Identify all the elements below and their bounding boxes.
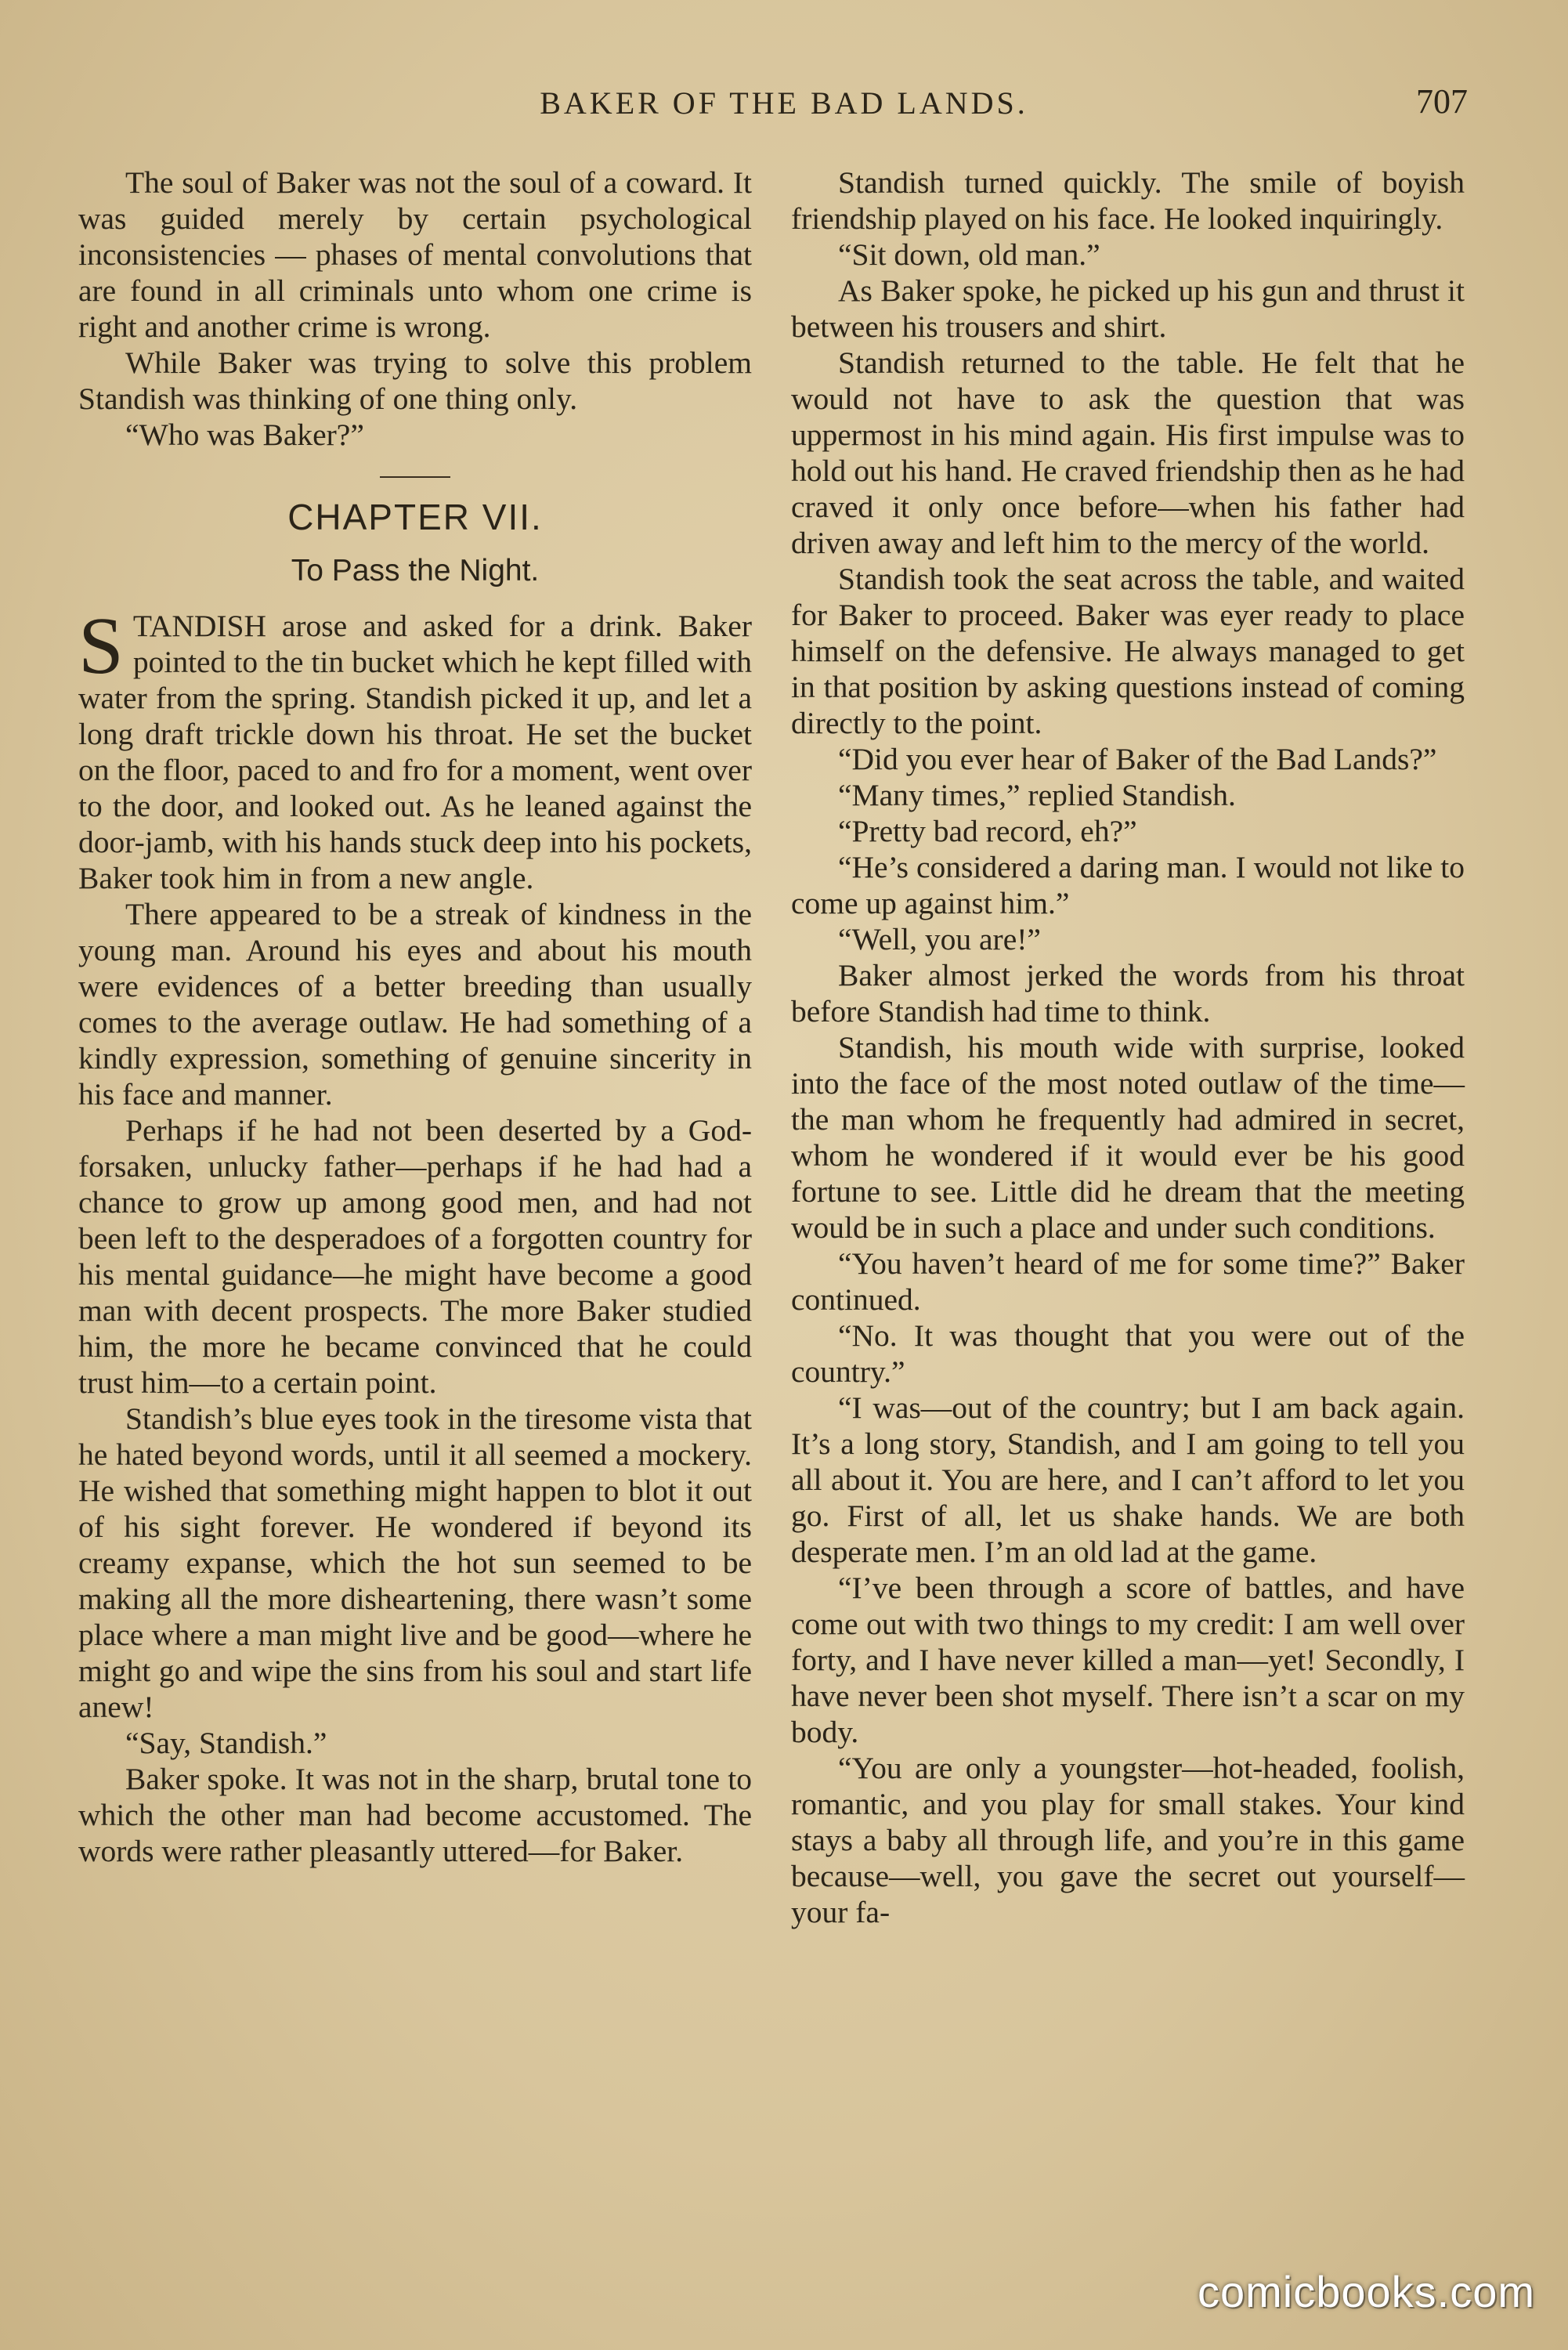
paragraph: “You are only a youngster—hot-headed, foolish, romantic, and you play for small stakes. Your kind stays a baby all through life, and you’re in this game because—well, you gave the secret out yourself—your fa- (791, 1751, 1465, 1929)
paragraph: “You haven’t heard of me for some time?” Baker continued. (791, 1246, 1465, 1317)
running-title: BAKER OF THE BAD LANDS. (540, 85, 1028, 121)
paragraph: “I’ve been through a score of battles, and have come out with two things to my credit: I am well over forty, and I have never killed a man—yet! Secondly, I have never been shot myself. There isn’t a scar on my body. (791, 1571, 1465, 1749)
paragraph: Perhaps if he had not been deserted by a God-forsaken, unlucky father—perhaps if he had had a chance to grow up among good men, and had not been left to the desperadoes of a forgotten country for his mental guidance—he might have become a good man with decent prospects. The more Baker studied him, the more he became convinced that he could trust him—to a certain point. (78, 1113, 752, 1400)
paragraph: Baker spoke. It was not in the sharp, brutal tone to which the other man had become accustomed. The words were rather pleasantly uttered—for Baker. (78, 1762, 752, 1868)
running-head (0, 82, 1568, 124)
paragraph: “Say, Standish.” (125, 1726, 327, 1760)
paragraph: “Pretty bad record, eh?” (838, 814, 1137, 848)
chapter-title: CHAPTER VII. (287, 497, 543, 537)
paragraph: Standish’s blue eyes took in the tiresome vista that he hated beyond words, until it all seemed a mockery. He wished that something might happen to blot it out of his sight forever. He wondered if beyond its creamy expanse, which the hot sun seemed to be making all the more disheartening, there wasn’t some place where a man might live and be good—where he might go and wipe the sins from his soul and start life anew! (78, 1401, 752, 1724)
paragraph: There appeared to be a streak of kindness in the young man. Around his eyes and about his mouth were evidences of a better breeding than usually comes to the average outlaw. He had something of a kindly expression, something of genuine sincerity in his face and manner. (78, 897, 752, 1112)
page-number: 707 (1416, 82, 1468, 121)
paragraph: “He’s considered a daring man. I would not like to come up against him.” (791, 850, 1465, 920)
paragraph: “Many times,” replied Standish. (838, 778, 1236, 812)
paragraph: “Who was Baker?” (125, 418, 364, 452)
paragraph (78, 601, 752, 896)
paragraph: Standish took the seat across the table, and waited for Baker to proceed. Baker was eyer ready to place himself on the defensive. He always managed to get in that position by asking questions instead of coming directly to the point. (791, 562, 1465, 740)
drop-cap: S (78, 601, 124, 691)
paragraph-text: TANDISH arose and asked for a drink. Baker pointed to the tin bucket which he kept filled with water from the spring. Standish picked it up, and let a long draft trickle down his throat. He set the bucket on the floor, paced to and fro for a moment, went over to the door, and looked out. As he leaned against the door-jamb, with his hands stuck deep into his pockets, Baker took him in from a new angle. (78, 609, 752, 895)
paragraph: Baker almost jerked the words from his throat before Standish had time to think. (791, 958, 1465, 1029)
paragraph: The soul of Baker was not the soul of a coward. It was guided merely by certain psychological inconsistencies — phases of mental convolutions that are found in all criminals unto whom one crime is right and another crime is wrong. (78, 165, 752, 344)
site-watermark: comicbooks.com (1197, 2267, 1535, 2316)
paragraph: Standish turned quickly. The smile of boyish friendship played on his face. He looked inquiringly. (791, 165, 1465, 236)
paragraph: “Well, you are!” (838, 922, 1041, 956)
right-column (791, 164, 1465, 1930)
paragraph: “Sit down, old man.” (838, 237, 1100, 272)
paragraph: Standish returned to the table. He felt that he would not have to ask the question that was uppermost in his mind again. His first impulse was to hold out his hand. He craved friendship then as he had craved it only once before—when his father had driven away and left him to the mercy of the world. (791, 345, 1465, 560)
paragraph: “No. It was thought that you were out of the country.” (791, 1318, 1465, 1389)
paragraph: “Did you ever hear of Baker of the Bad Lands?” (838, 742, 1437, 776)
section-divider (380, 476, 450, 478)
paragraph: While Baker was trying to solve this problem Standish was thinking of one thing only. (78, 345, 752, 416)
paragraph: “I was—out of the country; but I am back again. It’s a long story, Standish, and I am going to tell you all about it. You are here, and I can’t afford to let you go. First of all, let us shake hands. We are both desperate men. I’m an old lad at the game. (791, 1390, 1465, 1569)
paragraph: As Baker spoke, he picked up his gun and thrust it between his trousers and shirt. (791, 273, 1465, 344)
left-column (78, 164, 752, 1869)
chapter-subtitle: To Pass the Night. (291, 554, 540, 588)
paragraph: Standish, his mouth wide with surprise, looked into the face of the most noted outlaw of the time—the man whom he frequently had admired in secret, whom he wondered if it would ever be his good fortune to see. Little did he dream that the meeting would be in such a place and under such conditions. (791, 1030, 1465, 1245)
